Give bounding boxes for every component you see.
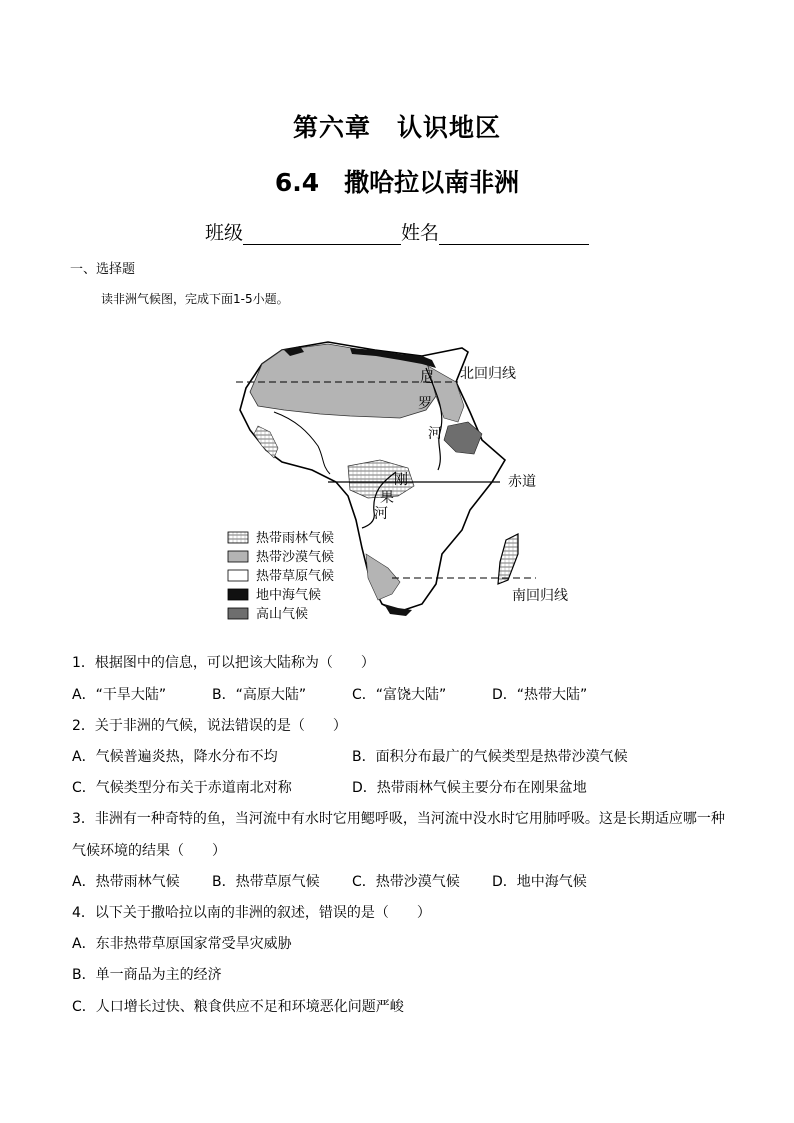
label-congo-1: 刚: [394, 472, 408, 488]
question-4-stem: 4．以下关于撒哈拉以南的非洲的叙述，错误的是（ ）: [72, 905, 431, 921]
q3-option-d: D．地中海气候: [492, 874, 587, 890]
q4-option-b: B．单一商品为主的经济: [72, 967, 222, 983]
legend-swatch-rainforest: [228, 532, 248, 543]
label-tropic-north: 北回归线: [460, 366, 516, 382]
label-tropic-south: 南回归线: [512, 588, 568, 604]
label-nile-3: 河: [428, 426, 442, 442]
section-title: 一、选择题: [70, 262, 136, 277]
legend-label-rainforest: 热带雨林气候: [256, 531, 335, 546]
q3-option-a: A．热带雨林气候: [72, 874, 180, 890]
madagascar: [498, 534, 518, 584]
class-blank: [243, 224, 401, 245]
question-3-stem-line1: 3．非洲有一种奇特的鱼，当河流中有水时它用鳃呼吸，当河流中没水时它用肺呼吸。这是长期适应哪一种: [72, 811, 725, 827]
class-label: 班级: [204, 222, 243, 244]
q1-option-b: B．“高原大陆”: [212, 687, 307, 703]
question-3-stem-line2: 气候环境的结果（ ）: [72, 843, 226, 859]
label-nile-1: 尼: [420, 370, 434, 386]
q4-option-c: C．人口增长过快、粮食供应不足和环境恶化问题严峻: [72, 999, 404, 1015]
question-1-stem: 1．根据图中的信息，可以把该大陆称为（ ）: [72, 655, 375, 671]
legend-label-savanna: 热带草原气候: [256, 569, 335, 584]
name-label: 姓名: [401, 222, 440, 244]
lesson-title: 6.4 撒哈拉以南非洲: [274, 168, 520, 197]
legend-swatch-mediterranean: [228, 589, 248, 600]
chapter-title: 第六章 认识地区: [292, 113, 501, 142]
q4-option-a: A．东非热带草原国家常受旱灾威胁: [72, 936, 292, 952]
q2-option-d: D．热带雨林气候主要分布在刚果盆地: [352, 780, 587, 796]
legend-label-desert: 热带沙漠气候: [256, 550, 335, 565]
q2-option-a: A．气候普遍炎热，降水分布不均: [72, 749, 278, 765]
legend-swatch-savanna: [228, 570, 248, 581]
label-congo-2: 果: [380, 490, 394, 506]
q3-option-b: B．热带草原气候: [212, 874, 320, 890]
name-blank: [439, 224, 589, 245]
legend-label-mediterranean: 地中海气候: [256, 588, 322, 603]
q1-option-a: A．“干旱大陆”: [72, 687, 167, 703]
question-2-stem: 2．关于非洲的气候，说法错误的是（ ）: [72, 718, 347, 734]
q3-option-c: C．热带沙漠气候: [352, 874, 460, 890]
q2-option-c: C．气候类型分布关于赤道南北对称: [72, 780, 292, 796]
student-info-row: [0, 218, 794, 245]
legend-swatch-highland: [228, 608, 248, 619]
legend-swatch-desert: [228, 551, 248, 562]
label-congo-3: 河: [374, 506, 388, 522]
label-equator: 赤道: [508, 474, 536, 490]
q1-option-c: C．“富饶大陆”: [352, 687, 447, 703]
q1-option-d: D．“热带大陆”: [492, 687, 588, 703]
map-legend: [228, 530, 334, 622]
legend-label-highland: 高山气候: [256, 607, 309, 622]
q2-option-b: B．面积分布最广的气候类型是热带沙漠气候: [352, 749, 628, 765]
question-intro: 读非洲气候图，完成下面1-5小题。: [101, 292, 289, 306]
label-nile-2: 罗: [418, 396, 432, 412]
africa-climate-map: [200, 322, 580, 634]
